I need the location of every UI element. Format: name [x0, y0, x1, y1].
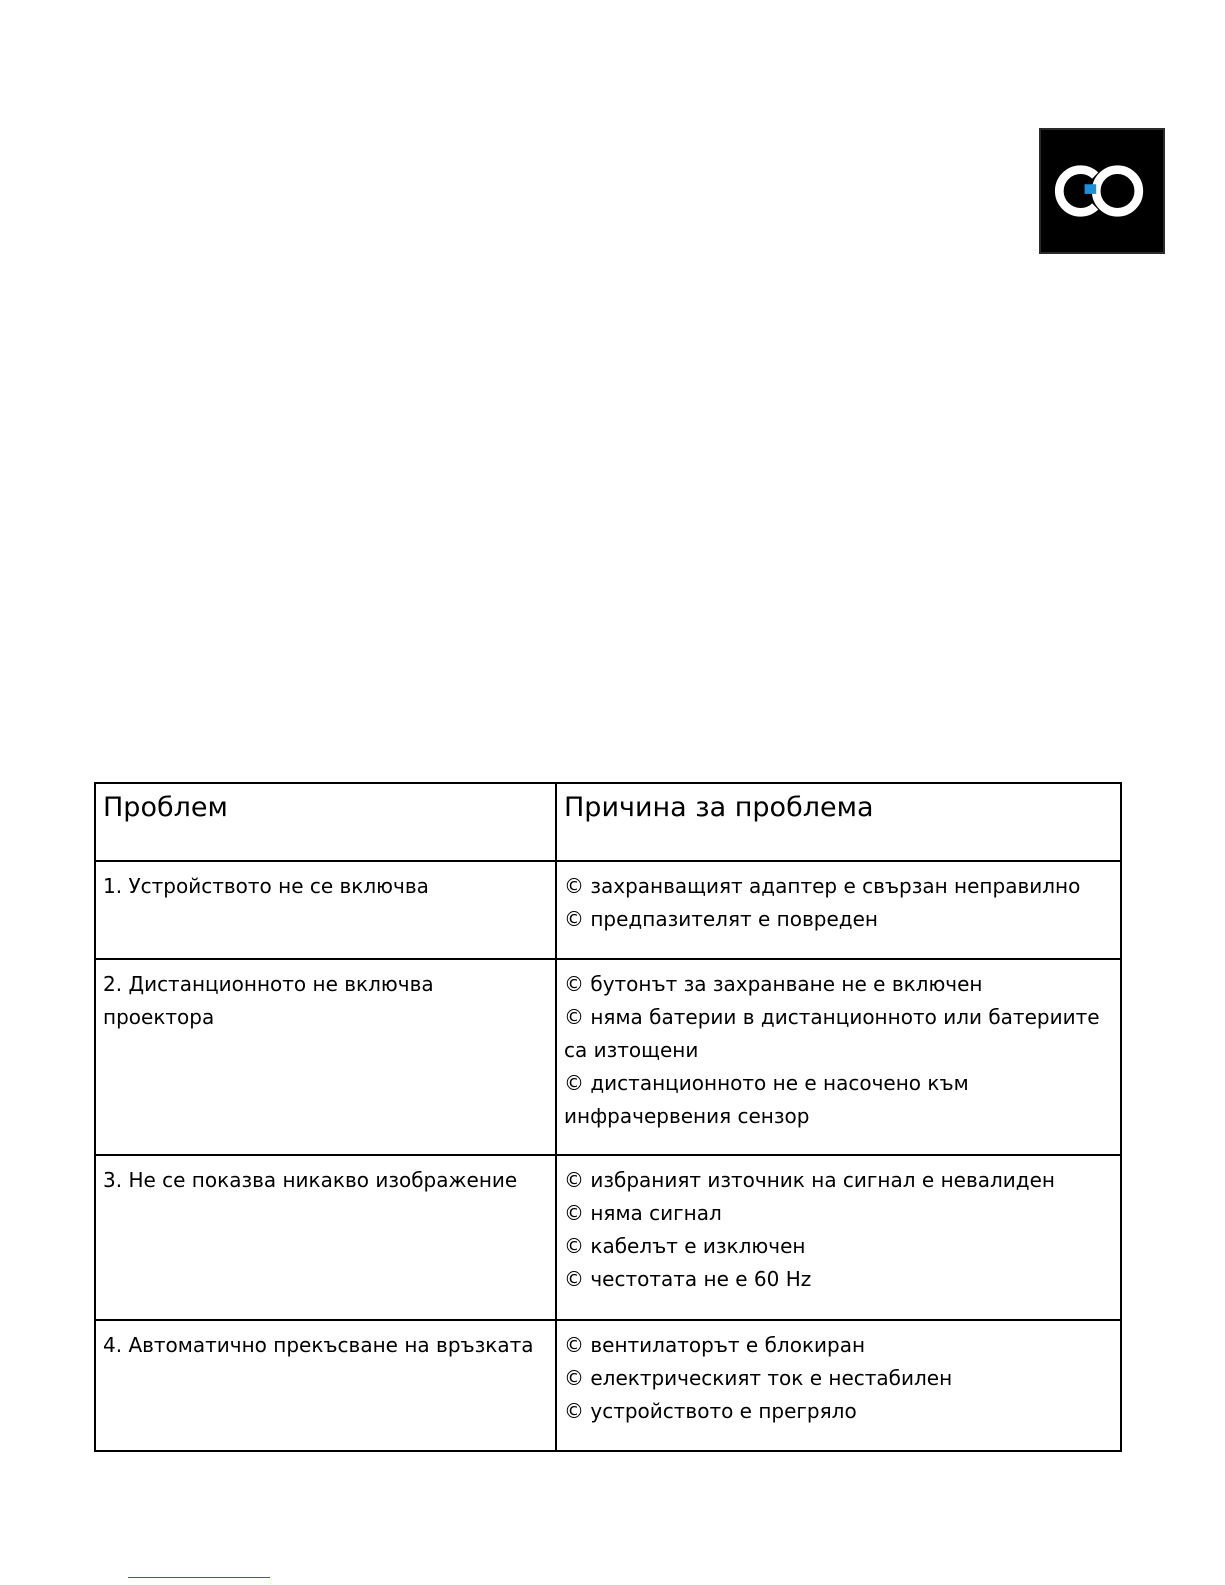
- cause-item: © вентилаторът е блокиран: [564, 1333, 866, 1357]
- table-row: [95, 861, 1121, 959]
- cause-list: [564, 870, 1112, 936]
- header-cause: Причина за проблема: [556, 783, 1121, 861]
- cause-list: [564, 968, 1112, 1133]
- cause-item: © честотата не е 60 Hz: [564, 1267, 812, 1291]
- troubleshooting-table: [94, 782, 1122, 1452]
- cause-item: © избраният източник на сигнал е невалиден: [564, 1168, 1055, 1192]
- cause-item: © предпазителят е повреден: [564, 907, 878, 931]
- cause-item: © дистанционното не е насочено към инфрачервения сензор: [564, 1071, 969, 1128]
- cause-item: © няма батерии в дистанционното или батериите са изтощени: [564, 1005, 1100, 1062]
- problem-cell: 4. Автоматично прекъсване на връзката: [95, 1320, 556, 1451]
- cause-item: © устройството е прегряло: [564, 1399, 857, 1423]
- footer-underline: [128, 1577, 270, 1578]
- cause-cell: [556, 959, 1121, 1155]
- cause-cell: [556, 1155, 1121, 1320]
- header-problem: Проблем: [95, 783, 556, 861]
- cause-item: © захранващият адаптер е свързан неправилно: [564, 874, 1081, 898]
- problem-cell: 1. Устройството не се включва: [95, 861, 556, 959]
- cause-cell: [556, 1320, 1121, 1451]
- cause-item: © кабелът е изключен: [564, 1234, 806, 1258]
- cause-list: [564, 1164, 1112, 1296]
- cause-item: © няма сигнал: [564, 1201, 722, 1225]
- cause-item: © бутонът за захранване не е включен: [564, 972, 983, 996]
- cause-item: © електрическият ток е нестабилен: [564, 1366, 953, 1390]
- table-row: [95, 1155, 1121, 1320]
- cause-list: [564, 1329, 1112, 1428]
- problem-cell: 2. Дистанционното не включва проектора: [95, 959, 556, 1155]
- table-row: [95, 1320, 1121, 1451]
- table-header-row: [95, 783, 1121, 861]
- go-logo-icon: [1039, 128, 1165, 254]
- problem-cell: 3. Не се показва никакво изображение: [95, 1155, 556, 1320]
- cause-cell: [556, 861, 1121, 959]
- table-row: [95, 959, 1121, 1155]
